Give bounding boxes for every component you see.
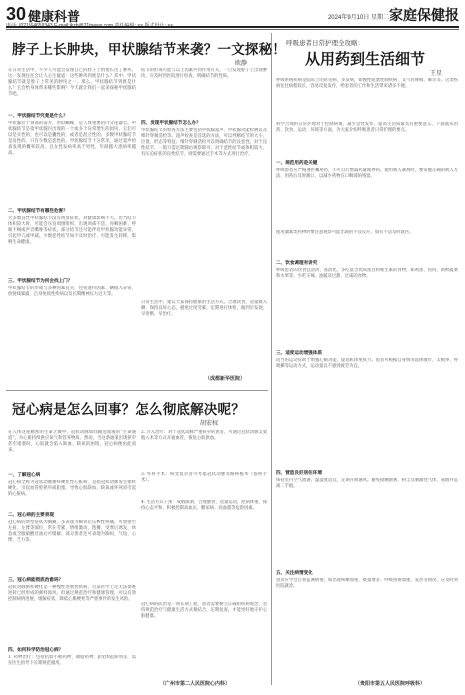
article1-title: 脖子上长肿块，甲状腺结节来袭？一文探秘！ xyxy=(12,42,286,58)
article3-credit: （广州市第二人民医院心内科） xyxy=(160,681,231,687)
article2-p5: 呼吸患者的饮食宜清淡、易消化，多吃富含优质蛋白和维生素的食物，如鸡蛋、鱼肉、新鲜蔬菜和水果等。少吃辛辣、油腻及过甜、过咸的食物。 xyxy=(276,268,458,280)
article1-heading1: 一、甲状腺结节究竟是什么？ xyxy=(8,114,68,119)
header-rule-thin xyxy=(6,29,459,30)
article3-p4: 冠状动脉粥样硬化是一种慢性进展性疾病，目前医学上还无法彻底逆转已经形成的粥样斑块。但通过规范治疗和健康管理，可以有效控制病情进展，缓解症状，降低心肌梗死等严重事件的发生风险。 xyxy=(8,585,136,603)
article2-p6: 适当的运动有助于增强心肺功能，提高机体免疫力。患者可根据自身情况选择散步、太极拳、呼吸操等运动方式，运动量以不感到疲劳为宜。 xyxy=(276,358,458,370)
article2-p4: 使用激素类药物时要注意观察可能出现的不良反应，如有不适及时就医。 xyxy=(276,230,414,235)
article1-heading3: 三、甲状腺结节为何会找上门？ xyxy=(8,279,73,284)
article1-p2: 甲状腺位于颈部的前方，形似蝴蝶，是人体重要的内分泌器官。甲状腺结节是指甲状腺内出现的一个或多个异常增生的团块，它们可以是实性的，也可以是囊性的，或者是混合性的。多数甲状腺结节是良性的，只有少数是恶性的。甲状腺结节十分常见，通过超声检查发现的概率较高，且女性发病率高于男性，年龄越大患病率越高。 xyxy=(8,121,136,157)
column-divider xyxy=(271,33,272,685)
article1-right-heading: 四、发现甲状腺结节怎么办？ xyxy=(141,121,201,126)
article2-title: 从用药到生活细节 xyxy=(305,50,426,68)
article1-credit: （成都新华医院） xyxy=(205,376,246,382)
article2-p3: 呼吸患者应严格遵医嘱用药，不可自行增减药量或停药。使用吸入制剂时，要掌握正确的吸入方法，用药后及时漱口，以减少药物在口咽部的残留。 xyxy=(276,168,458,180)
article2-heading2: 二、饮食调理有讲究 xyxy=(276,261,318,266)
article2-heading4: 四、营造良好居住环境 xyxy=(276,471,322,476)
article2-heading1: 一、规范用药是关键 xyxy=(276,161,318,166)
article3-right-p2: 3. 外科手术：病变复杂者可考虑冠状动脉旁路移植术（搭桥手术）。 xyxy=(141,472,267,484)
article2-p1: 呼吸系统疾病是临床上的常见病、多发病，如慢性阻塞性肺疾病、支气管哮喘、肺炎等。这类疾病往往病程较长，容易反复发作，给患者的工作和生活带来诸多不便。 xyxy=(276,78,458,90)
article1-byline: 欧静 xyxy=(235,60,248,67)
issue-date: 2024年9月10日 星期二 xyxy=(327,15,389,21)
article3-p3: 冠心病的典型症状为胸痛，多表现为胸骨后压榨性疼痛，可放射至左肩、左臂等部位，常在劳累、情绪激动、饱餐、受寒后诱发，休息或含服硝酸甘油后可缓解。部分患者还可表现为胸闷、气短、心悸、乏力等。 xyxy=(8,520,136,544)
article2-p7: 保持室内空气流通，温湿度适宜，定期开窗通风。避免接触烟雾、粉尘及刺激性气体，戒烟并远离二手烟。 xyxy=(276,478,458,490)
article3-right-p3: 4. 生活方式干预：戒烟限酒，合理膳食，适量运动，控制体重，保持心态平和，积极控制高血压、糖尿病、高血脂等危险因素。 xyxy=(141,500,267,512)
article3-p2: 冠心病全称为冠状动脉粥样硬化性心脏病，是指冠状动脉发生粥样硬化，引起血管腔狭窄或阻塞，导致心肌缺血、缺氧或坏死而引起的心脏病。 xyxy=(8,480,136,498)
article2-p2: 科学合理的日常护理对于控制病情、减少急性发作、提高生活质量具有重要意义。下面就从用药、饮食、运动、环境等方面，为大家介绍呼吸患者日常护理的要点。 xyxy=(276,122,458,134)
article3-heading3: 三、冠心病能彻底治愈吗？ xyxy=(8,578,64,583)
article1-right-p3: 日常生活中，建议大家保持健康的生活方式，合理饮食，适量摄入碘，保持良好心态，避免过度劳累，定期进行体检，做到早发现、早诊断、早治疗。 xyxy=(141,300,267,318)
article2-credit: （贵阳市第五人民医院呼吸科） xyxy=(355,681,426,687)
article3-heading4: 四、如何科学防治冠心病？ xyxy=(8,648,64,653)
article3-byline: 胡宏权 xyxy=(200,420,219,427)
article-divider xyxy=(6,390,268,391)
column-name: 健康科普 xyxy=(28,10,81,25)
page-header xyxy=(6,4,459,26)
article3-right-p1: 2. 介入治疗：对于冠状动脉严重狭窄的患者，可通过冠状动脉支架植入术等方式开通血管，恢复心肌供血。 xyxy=(141,430,267,442)
article1-p3: 大多数良性甲状腺结节没有明显症状，对健康影响不大。但当结节体积较大时，可能会压迫周围组织，出现颈部不适、吞咽困难、呼吸不畅或声音嘶哑等症状。部分结节还可能伴有甲状腺功能异常，引起甲亢或甲减。少数恶性结节如不及时治疗，可能发生转移，影响生命健康。 xyxy=(8,216,136,246)
paper-name: 家庭保健报 xyxy=(389,8,459,24)
article3-title: 冠心病是怎么回事？怎么彻底解决呢？ xyxy=(12,402,245,418)
article3-heading1: 一、了解冠心病 xyxy=(8,473,41,478)
article2-kicker: 呼吸患者日常护理全攻略： xyxy=(286,39,364,47)
page-number: 30 xyxy=(6,4,27,24)
article2-p8: 患者应学会自我监测病情，如出现咳嗽加重、痰量增多、呼吸困难加重、发热等情况，应及时到医院就诊。 xyxy=(276,578,458,590)
article1-right-p2: 甲状腺结节的检查方法主要包括甲状腺超声、甲状腺功能检测以及细针穿刺活检等。超声检查是首选的方法，可以判断结节的大小、位置、形态等特征；细针穿刺活检可以明确结节的良恶性。对于良性结节，一般只需定期随访观察即可；对于恶性结节或体积较大、有压迫症状的良性结节，则需要通过手术等方式进行治疗。 xyxy=(141,128,267,158)
article1-heading2: 二、甲状腺结节有哪些危害？ xyxy=(8,209,68,214)
article2-byline: 王星 xyxy=(430,70,443,77)
article1-p4: 甲状腺结节的形成与多种因素有关，包括遗传因素、碘摄入异常、放射线暴露、自身免疫性疾病以及长期精神压力过大等。 xyxy=(8,286,136,298)
article3-p5: 1. 药物治疗：包括抗血小板药物、调脂药物、β受体阻滞剂等，需在医生指导下长期规范服用。 xyxy=(8,655,136,667)
article3-heading2: 二、冠心病的主要表现 xyxy=(8,513,54,518)
article3-p1: 在人体这座精密的生命之城中，冠状动脉如同输送血液的“生命通道”，为心脏持续供应氧气和营养物质。然而，当这条通道出现狭窄甚至堵塞时，心脏就会陷入缺血、缺氧的困境，冠心病便由此而来。 xyxy=(8,430,136,454)
article2-heading5: 五、关注病情变化 xyxy=(276,571,313,576)
article1-p1: 在日常生活中，不少人可能会发现自己的脖子上悄悄长出了肿块。这一发现往往会让人心生疑虑：这些肿块到底是什么？其中，甲状腺结节就是脖子上常见的肿块之一。那么，甲状腺结节到底是什么？它会给身体带来哪些影响？今天就让我们一起来探秘甲状腺结节吧。 xyxy=(8,68,136,98)
article1-right-p1: 结节的形成可能与以上因素共同作用有关。一旦发现脖子上出现肿块，应及时到医院进行检查，明确结节的性质。 xyxy=(141,68,267,80)
article2-heading3: 三、适度运动增强体质 xyxy=(276,351,322,356)
header-rule xyxy=(6,26,459,28)
article3-right-p4: 冠心病的防治是一项长期工程，患者需要树立正确的疾病观念，坚持规范治疗与健康生活方式相结合，定期复查，才能更好地守护心脏健康。 xyxy=(141,602,267,620)
